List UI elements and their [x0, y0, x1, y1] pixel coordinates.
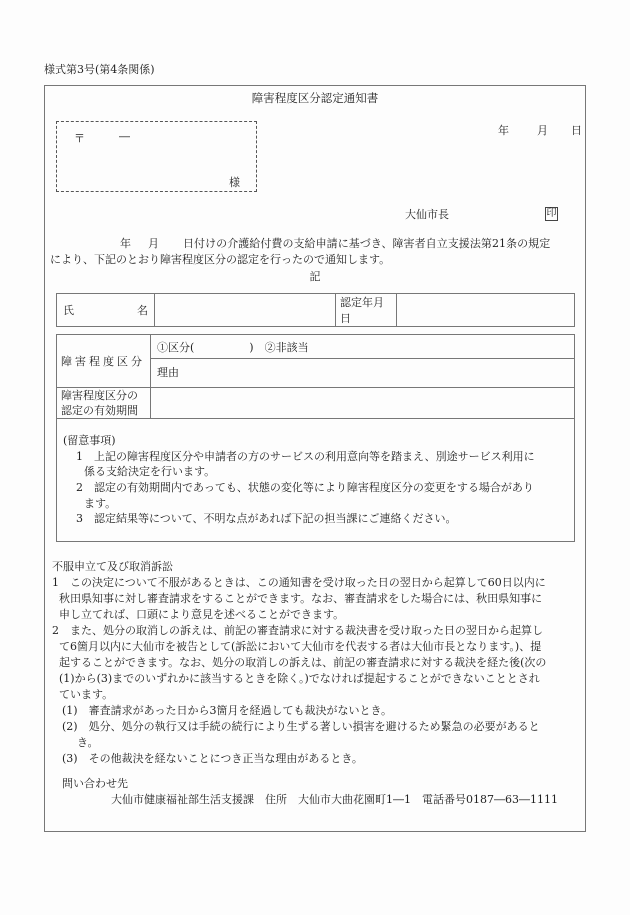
cert-date-label: 認定年月日 [336, 294, 397, 327]
appeal-line: (3) その他裁決を経ないことにつき正当な理由があるとき。 [62, 752, 363, 765]
appeal-line: 起することができます。なお、処分の取消しの訴えは、前記の審査請求に対する裁決を経た後(次の [59, 656, 547, 669]
date-month: 月 [537, 124, 548, 137]
cert-date-value[interactable] [397, 294, 575, 327]
body-line1: 日付けの介護給付費の支給申請に基づき、障害者自立支援法第21条の規定 [183, 237, 551, 250]
document-title: 障害程度区分認定通知書 [251, 91, 379, 105]
notes-item: 2 認定の有効期間内であっても、状態の変化等により障害程度区分の変更をする場合があり [76, 481, 534, 494]
appeal-line: 申し立てれば、口頭により意見を述べることができます。 [59, 608, 345, 621]
body-line2: により、下記のとおり障害程度区分の認定を行ったので通知します。 [50, 253, 391, 266]
postal-mark: 〒 [74, 132, 85, 145]
notes-item: 3 認定結果等について、不明な点があれば下記の担当課にご連絡ください。 [76, 512, 457, 525]
validity-label-1: 障害程度区分の [61, 389, 138, 402]
issuer-name: 大仙市長 [405, 208, 449, 221]
category-options[interactable]: ①区分( ) ②非該当 [151, 335, 575, 359]
name-value[interactable] [155, 294, 336, 327]
appeal-heading: 不服申立て及び取消訴訟 [52, 560, 173, 573]
validity-label-cell [57, 388, 151, 419]
notes-box [56, 418, 575, 542]
appeal-line: ています。 [59, 688, 114, 701]
notes-item: ます。 [84, 497, 117, 510]
honorific: 様 [229, 176, 240, 189]
notes-item: 1 上記の障害程度区分や申請者の方のサービスの利用意向等を踏まえ、別途サービス利用に [76, 450, 535, 463]
postal-dash: ― [119, 130, 130, 143]
contact-heading: 問い合わせ先 [62, 777, 128, 790]
appeal-line: 2 また、処分の取消しの訴えは、前記の審査請求に対する裁決書を受け取った日の翌日から起算し [52, 624, 543, 637]
category-table [56, 334, 575, 419]
appeal-line: き。 [77, 736, 99, 749]
appeal-line: て6箇月以内に大仙市を被告として(訴訟において大仙市を代表する者は大仙市長となります。)、提 [59, 640, 542, 653]
notes-item: 係る支給決定を行います。 [84, 465, 216, 478]
form-number: 様式第3号(第4条関係) [44, 63, 155, 76]
appeal-line: 秋田県知事に対し審査請求をすることができます。なお、審査請求をした場合には、秋田県知事に [59, 592, 543, 605]
body-year: 年 [120, 237, 131, 250]
appeal-line: (2) 処分、処分の執行又は手続の続行により生ずる著しい損害を避けるため緊急の必要があると [62, 720, 540, 733]
name-label-1: 氏 [63, 304, 74, 317]
reason-label[interactable]: 理由 [151, 359, 575, 388]
appeal-line: (1)から(3)までのいずれかに該当するときを除く。)でなければ提起することができないこととされ [59, 672, 540, 685]
validity-value[interactable] [151, 388, 575, 419]
ki-label: 記 [309, 270, 321, 283]
notes-heading: (留意事項) [63, 434, 116, 447]
contact-detail: 大仙市健康福祉部生活支援課 住所 大仙市大曲花園町1―1 電話番号0187―63―1111 [111, 793, 558, 806]
body-month: 月 [148, 237, 159, 250]
name-table [56, 293, 575, 327]
name-label-2: 名 [137, 304, 148, 317]
name-label-cell [57, 294, 155, 327]
date-day: 日 [571, 124, 582, 137]
address-box[interactable] [56, 121, 257, 192]
seal-mark: 印 [546, 208, 557, 219]
validity-label-2: 認定の有効期間 [61, 404, 138, 417]
appeal-line: 1 この決定について不服があるときは、この通知書を受け取った日の翌日から起算して60日以内に [52, 576, 546, 589]
appeal-line: (1) 審査請求があった日から3箇月を経過しても裁決がないとき。 [62, 704, 393, 717]
date-year: 年 [498, 124, 509, 137]
category-label: 障害程度区分 [57, 335, 151, 388]
